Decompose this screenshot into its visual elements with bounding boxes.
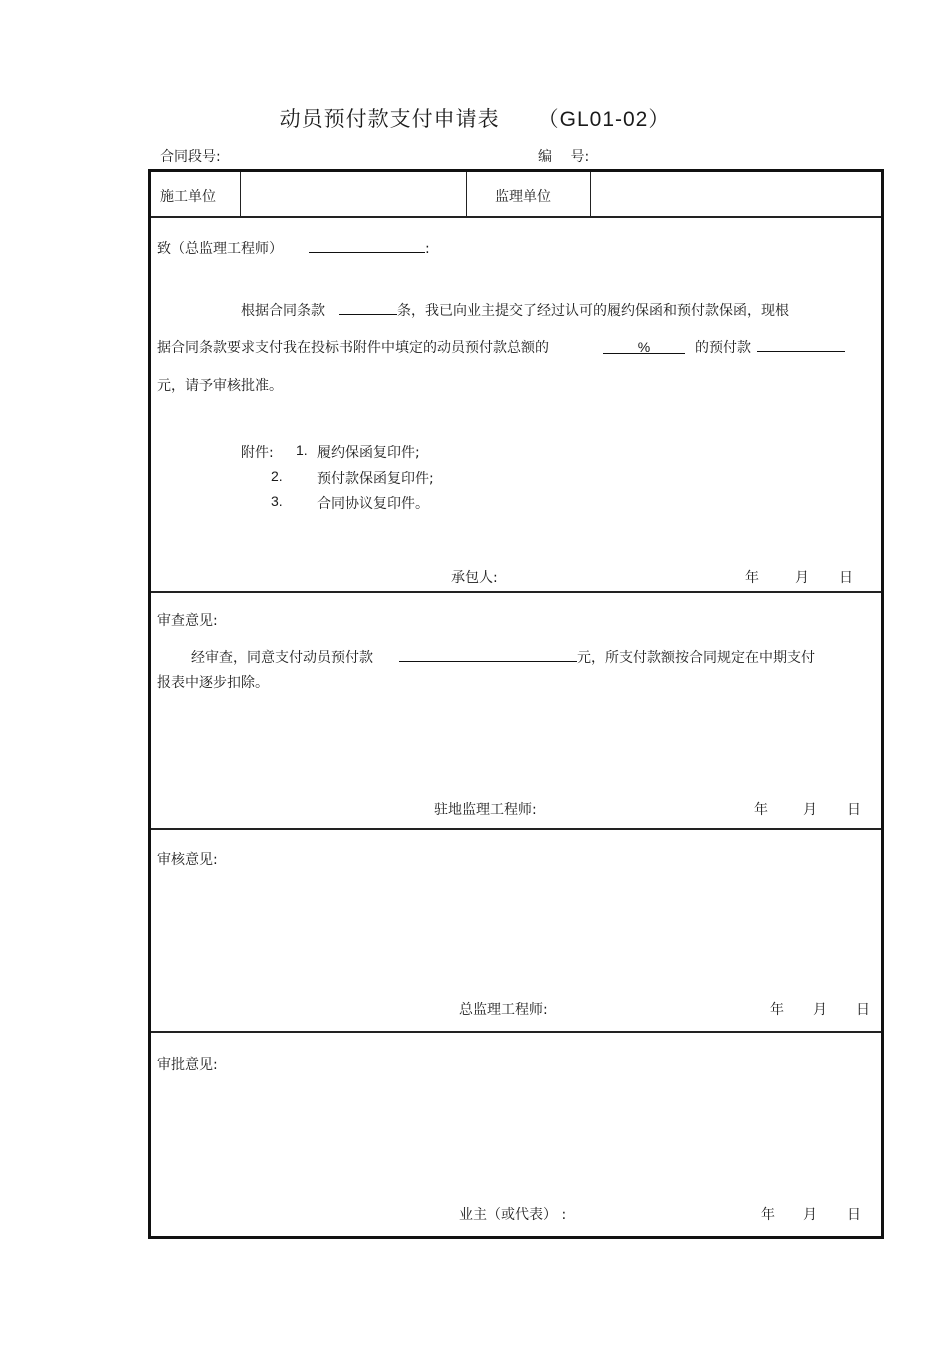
para3: 元，请予审核批准。 [157,378,283,394]
paragraph-line-2 [157,337,845,357]
divider [151,216,881,218]
para1-a: 根据合同条款 [241,303,325,319]
engineer-name-blank[interactable] [309,238,425,253]
date-day: 日 [839,570,853,586]
divider [590,172,591,217]
date-year: 年 [745,570,759,586]
attachment-item: 预付款保函复印件; [317,471,434,487]
para2-a: 据合同条款要求支付我在投标书附件中填定的动员预付款总额的 [157,340,549,356]
review-text-line [191,647,815,667]
percent-blank[interactable] [603,339,685,354]
divider [466,172,467,217]
chief-engineer-sign-label: 总监理工程师: [459,1002,548,1018]
number-label: 编 号: [538,149,590,165]
contractor-unit-label: 施工单位 [160,189,216,205]
review-text-a: 经审查，同意支付动员预付款 [191,650,373,666]
contractor-unit-field[interactable] [243,174,463,214]
to-suffix: : [425,241,430,257]
to-label: 致（总监理工程师） [157,241,283,257]
resident-engineer-sign-label: 驻地监理工程师: [434,802,537,818]
approval-label: 审批意见: [157,1057,218,1073]
divider [151,828,881,830]
owner-sign-label: 业主（或代表） : [459,1207,567,1223]
review-text-c: 报表中逐步扣除。 [157,675,269,691]
supervision-unit-label: 监理单位 [495,189,551,205]
date-year: 年 [761,1207,775,1223]
review-text-b: 元，所支付款额按合同规定在中期支付 [577,650,815,666]
review-label: 审查意见: [157,613,218,629]
supervision-unit-field[interactable] [593,174,877,214]
date-month: 月 [813,1002,827,1018]
divider [151,591,881,593]
divider [240,172,241,217]
divider [151,1031,881,1033]
approved-amount-blank[interactable] [399,647,577,662]
attachment-num: 3. [271,493,283,509]
date-day: 日 [856,1002,870,1018]
attachment-item: 履约保函复印件; [317,445,420,461]
attachment-num: 1. [296,442,308,458]
form-code: （GL01-02） [537,108,671,131]
para1-b: 条，我已向业主提交了经过认可的履约保函和预付款保函，现根 [397,303,789,319]
attachment-item: 合同协议复印件。 [317,496,429,512]
date-day: 日 [847,1207,861,1223]
application-form [148,169,884,1239]
date-month: 月 [795,570,809,586]
contract-clause-blank[interactable] [339,300,397,315]
form-title: 动员预付款支付申请表 [279,107,500,131]
date-month: 月 [803,1207,817,1223]
audit-label: 审核意见: [157,852,218,868]
attachment-num: 2. [271,468,283,484]
date-year: 年 [770,1002,784,1018]
para2-b: 的预付款 [695,340,751,356]
date-month: 月 [803,802,817,818]
date-year: 年 [754,802,768,818]
page-title [0,103,950,133]
percent-sign: % [637,339,651,355]
date-day: 日 [847,802,861,818]
contractor-sign-label: 承包人: [451,570,498,586]
to-engineer-line [157,238,430,258]
attachments-label: 附件: [241,445,274,461]
paragraph-line-1 [241,300,789,320]
contract-section-label: 合同段号: [160,149,221,165]
advance-amount-blank[interactable] [757,337,845,352]
